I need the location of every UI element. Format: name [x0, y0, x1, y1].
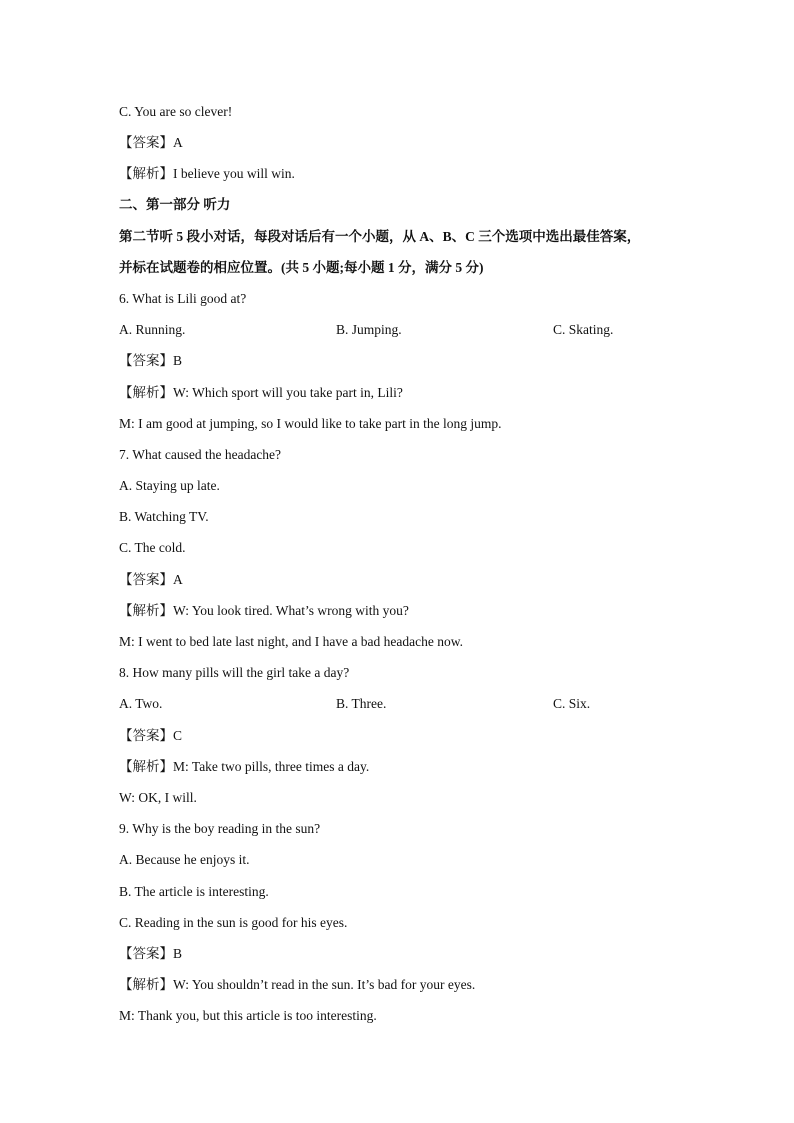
q8-option-b: B. Three.: [336, 696, 387, 711]
analysis-text: I believe you will win.: [173, 166, 295, 181]
q7-analysis-line-2: M: I went to bed late last night, and I have a bad headache now.: [119, 634, 464, 649]
q8-answer-line: [119, 727, 182, 745]
q9-analysis-line-2: M: Thank you, but this article is too interesting.: [119, 1008, 377, 1023]
answer-tag: 【答案】: [119, 728, 173, 743]
q8-question: 8. How many pills will the girl take a day?: [119, 665, 350, 680]
q6-analysis-line-2: M: I am good at jumping, so I would like to take part in the long jump.: [119, 416, 502, 431]
answer-tag: 【答案】: [119, 135, 173, 150]
q6-analysis-line: [119, 384, 403, 402]
q9-option-c: C. Reading in the sun is good for his eyes.: [119, 915, 348, 930]
q5-option-c: C. You are so clever!: [119, 104, 233, 119]
analysis-text: W: Which sport will you take part in, Lili?: [173, 385, 403, 400]
answer-tag: 【答案】: [119, 353, 173, 368]
q6-option-a: A. Running.: [119, 322, 186, 337]
q7-option-a: A. Staying up late.: [119, 478, 220, 493]
q6-option-c: C. Skating.: [553, 322, 614, 337]
q6-option-b: B. Jumping.: [336, 322, 402, 337]
q9-analysis-line: [119, 976, 475, 994]
q6-answer-line: [119, 352, 182, 370]
analysis-tag: 【解析】: [119, 977, 173, 992]
instructions-line-2: 并标在试题卷的相应位置。(共 5 小题;每小题 1 分，满分 5 分): [119, 260, 484, 275]
analysis-tag: 【解析】: [119, 759, 173, 774]
q7-answer-line: [119, 571, 183, 589]
analysis-text: W: You look tired. What’s wrong with you?: [173, 603, 409, 618]
q7-analysis-line: [119, 602, 409, 620]
q9-answer-line: [119, 945, 182, 963]
q7-option-b: B. Watching TV.: [119, 509, 209, 524]
q6-question: 6. What is Lili good at?: [119, 291, 247, 306]
analysis-tag: 【解析】: [119, 166, 173, 181]
analysis-text: M: Take two pills, three times a day.: [173, 759, 370, 774]
q9-option-a: A. Because he enjoys it.: [119, 852, 250, 867]
answer-tag: 【答案】: [119, 572, 173, 587]
q5-analysis-line: [119, 165, 295, 183]
instructions-line-1: 第二节听 5 段小对话，每段对话后有一个小题，从 A、B、C 三个选项中选出最佳答案，: [119, 229, 641, 244]
answer-value: B: [173, 946, 183, 961]
q9-question: 9. Why is the boy reading in the sun?: [119, 821, 321, 836]
q8-analysis-line-2: W: OK, I will.: [119, 790, 197, 805]
answer-value: A: [173, 572, 183, 587]
analysis-text: W: You shouldn’t read in the sun. It’s bad for your eyes.: [173, 977, 476, 992]
q5-answer-line: [119, 134, 183, 152]
answer-value: C: [173, 728, 183, 743]
answer-tag: 【答案】: [119, 946, 173, 961]
q8-option-c: C. Six.: [553, 696, 591, 711]
q9-option-b: B. The article is interesting.: [119, 884, 269, 899]
analysis-tag: 【解析】: [119, 603, 173, 618]
q8-analysis-line: [119, 758, 369, 776]
analysis-tag: 【解析】: [119, 385, 173, 400]
answer-value: A: [173, 135, 183, 150]
q8-option-a: A. Two.: [119, 696, 163, 711]
q7-option-c: C. The cold.: [119, 540, 186, 555]
q7-question: 7. What caused the headache?: [119, 447, 282, 462]
section-heading: 二、第一部分 听力: [119, 197, 231, 212]
answer-value: B: [173, 353, 183, 368]
